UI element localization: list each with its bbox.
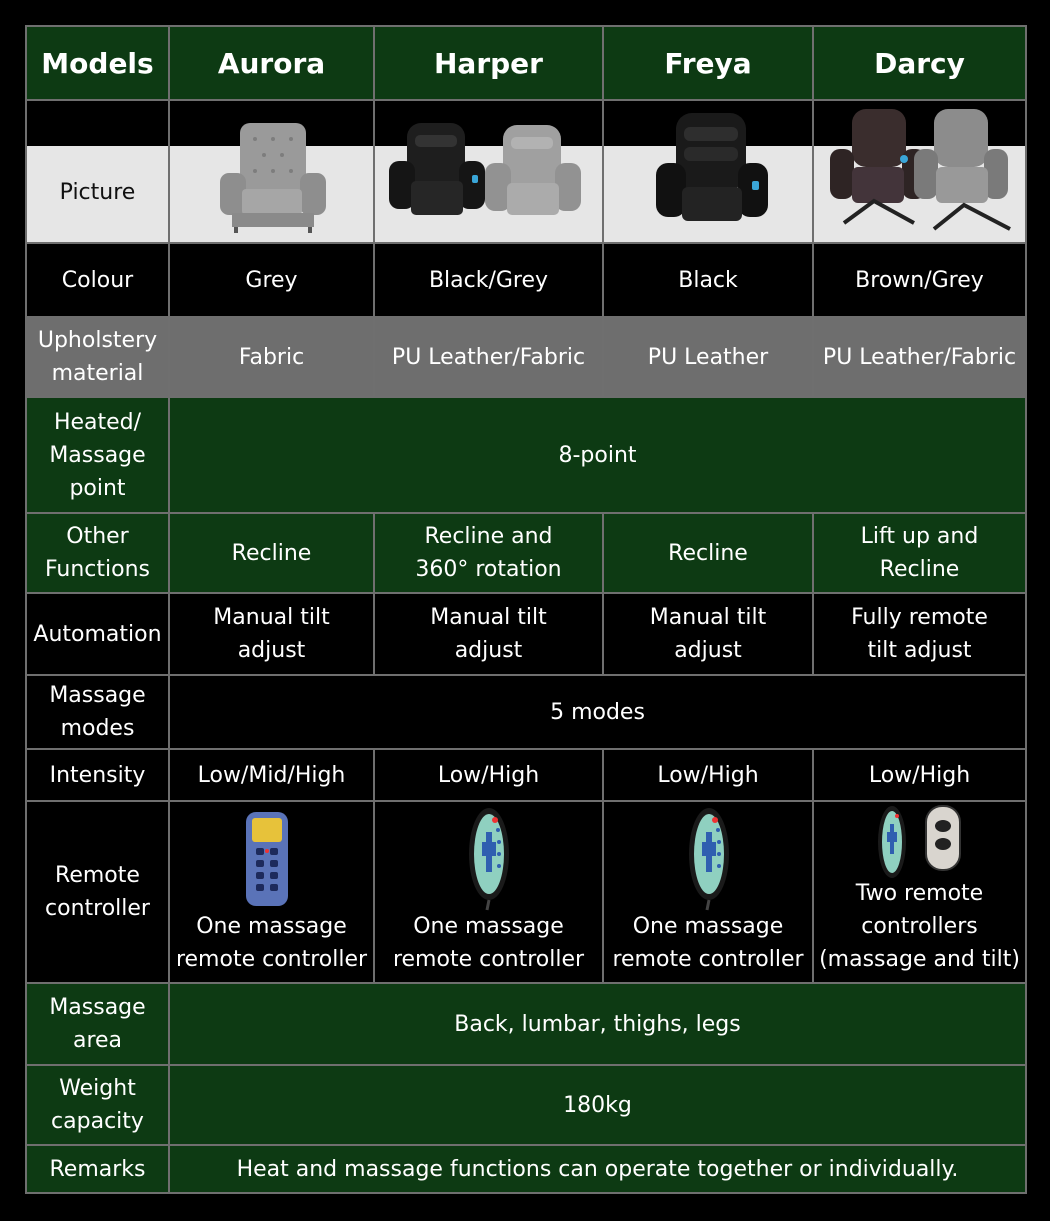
keypad-remote-icon <box>170 802 373 922</box>
massage-remote-icon <box>375 802 602 922</box>
automation-harper-line2: adjust <box>454 638 523 663</box>
other-label-line1: Other <box>66 524 129 549</box>
massage-modes-row <box>26 675 1026 749</box>
colour-row <box>26 243 1026 317</box>
weight-label-line1: Weight <box>59 1076 136 1101</box>
header-harper: Harper <box>374 26 603 100</box>
automation-harper-line1: Manual tilt <box>430 605 547 630</box>
upholstery-label-line1: Upholstery <box>37 328 158 353</box>
remote-harper-line1: One massage <box>413 914 564 939</box>
remote-harper <box>374 801 603 983</box>
remote-label-line2: controller <box>45 896 150 921</box>
other-darcy-line2: Recline <box>879 557 960 582</box>
comparison-table <box>25 25 1027 1194</box>
colour-aurora: Grey <box>169 243 374 317</box>
other-darcy <box>813 513 1026 593</box>
other-freya <box>603 513 813 593</box>
heated-row <box>26 397 1026 513</box>
header-row <box>26 26 1026 100</box>
automation-aurora <box>169 593 374 675</box>
remarks-row <box>26 1145 1026 1193</box>
intensity-darcy: Low/High <box>813 749 1026 801</box>
colour-freya: Black <box>603 243 813 317</box>
automation-darcy-line2: tilt adjust <box>867 638 972 663</box>
upholstery-darcy: PU Leather/Fabric <box>813 317 1026 397</box>
picture-row <box>26 100 1026 243</box>
other-freya-line1: Recline <box>668 540 748 566</box>
remote-aurora-line1: One massage <box>196 914 347 939</box>
upholstery-row <box>26 317 1026 397</box>
automation-darcy <box>813 593 1026 675</box>
automation-row <box>26 593 1026 675</box>
remote-harper-line2: remote controller <box>392 947 585 972</box>
weight-row <box>26 1065 1026 1145</box>
other-aurora-line1: Recline <box>231 540 312 566</box>
weight-label <box>26 1065 169 1145</box>
automation-label: Automation <box>26 593 169 675</box>
freya-picture <box>603 100 813 243</box>
massage-remote-icon <box>604 802 812 922</box>
area-label-line2: area <box>72 1028 123 1053</box>
remarks-value: Heat and massage functions can operate together or individually. <box>169 1145 1026 1193</box>
harper-chair-image <box>375 101 602 242</box>
modes-label-line1: Massage <box>49 683 146 708</box>
darcy-chair-image <box>814 101 1025 242</box>
freya-chair-image <box>604 101 812 242</box>
remote-label-line1: Remote <box>55 863 140 888</box>
other-label <box>26 513 169 593</box>
intensity-label: Intensity <box>26 749 169 801</box>
intensity-aurora: Low/Mid/High <box>169 749 374 801</box>
remote-darcy <box>813 801 1026 983</box>
harper-picture <box>374 100 603 243</box>
upholstery-label-line2: material <box>51 361 144 386</box>
header-models: Models <box>26 26 169 100</box>
remote-darcy-line2: controllers <box>861 914 978 939</box>
modes-label-line2: modes <box>60 716 135 741</box>
remote-freya <box>603 801 813 983</box>
upholstery-freya: PU Leather <box>603 317 813 397</box>
header-aurora: Aurora <box>169 26 374 100</box>
other-functions-row <box>26 513 1026 593</box>
remote-aurora <box>169 801 374 983</box>
remote-darcy-line3: (massage and tilt) <box>819 947 1020 972</box>
intensity-harper: Low/High <box>374 749 603 801</box>
heated-label <box>26 397 169 513</box>
picture-label: Picture <box>59 180 136 205</box>
upholstery-harper: PU Leather/Fabric <box>374 317 603 397</box>
colour-harper: Black/Grey <box>374 243 603 317</box>
header-freya: Freya <box>603 26 813 100</box>
massage-area-row <box>26 983 1026 1065</box>
aurora-chair-image <box>170 101 373 242</box>
heated-label-line3: point <box>69 475 126 501</box>
automation-freya <box>603 593 813 675</box>
other-harper-line1: Recline and <box>424 524 553 549</box>
remarks-label: Remarks <box>26 1145 169 1193</box>
remote-label <box>26 801 169 983</box>
picture-label-cell <box>26 100 169 243</box>
area-label-line1: Massage <box>49 995 146 1020</box>
automation-freya-line1: Manual tilt <box>649 605 767 630</box>
weight-label-line2: capacity <box>51 1109 144 1134</box>
remote-freya-line1: One massage <box>632 914 784 939</box>
heated-label-line1: Heated/ <box>53 409 142 435</box>
area-value: Back, lumbar, thighs, legs <box>169 983 1026 1065</box>
remote-aurora-line2: remote controller <box>175 947 368 972</box>
darcy-picture <box>813 100 1026 243</box>
colour-darcy: Brown/Grey <box>813 243 1026 317</box>
remote-freya-line2: remote controller <box>612 947 804 972</box>
heated-label-line2: Massage <box>49 442 146 468</box>
modes-label <box>26 675 169 749</box>
upholstery-label <box>26 317 169 397</box>
other-darcy-line1: Lift up and <box>860 524 979 549</box>
other-label-line2: Functions <box>44 557 151 582</box>
upholstery-aurora: Fabric <box>169 317 374 397</box>
automation-freya-line2: adjust <box>674 638 742 663</box>
modes-value: 5 modes <box>169 675 1026 749</box>
heated-value: 8-point <box>169 397 1026 513</box>
area-label <box>26 983 169 1065</box>
automation-harper <box>374 593 603 675</box>
weight-value: 180kg <box>169 1065 1026 1145</box>
automation-aurora-line2: adjust <box>237 638 306 663</box>
colour-label: Colour <box>26 243 169 317</box>
other-harper <box>374 513 603 593</box>
aurora-picture <box>169 100 374 243</box>
header-darcy: Darcy <box>813 26 1026 100</box>
automation-darcy-line1: Fully remote <box>851 605 988 630</box>
other-aurora <box>169 513 374 593</box>
intensity-row <box>26 749 1026 801</box>
remote-darcy-line1: Two remote <box>855 881 984 906</box>
intensity-freya: Low/High <box>603 749 813 801</box>
automation-aurora-line1: Manual tilt <box>213 605 330 630</box>
other-harper-line2: 360° rotation <box>415 557 562 582</box>
remote-row <box>26 801 1026 983</box>
